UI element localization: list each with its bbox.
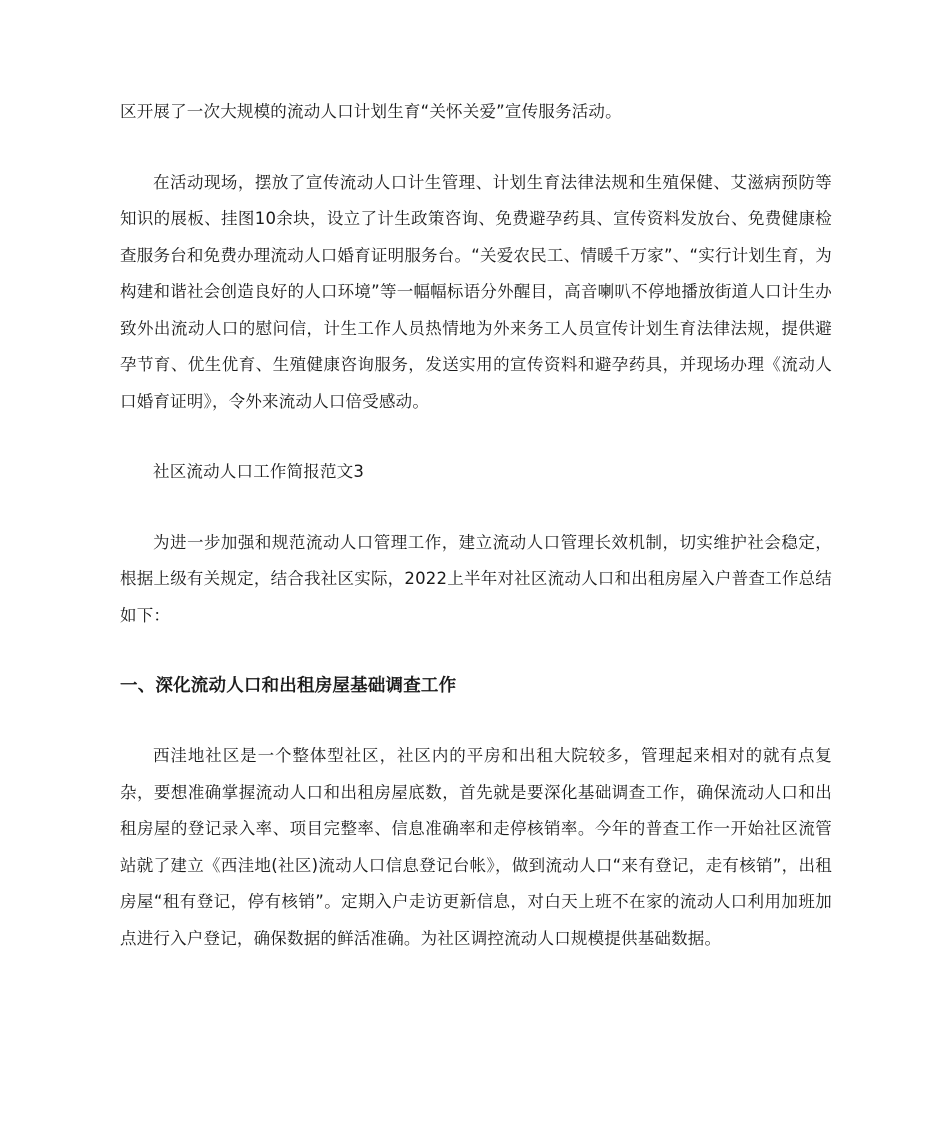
paragraph-activity: 在活动现场，摆放了宣传流动人口计生管理、计划生育法律法规和生殖保健、艾滋病预防等知识的展板、挂图10余块，设立了计生政策咨询、免费避孕药具、宣传资料发放台、免费健康检查服务台和免费办理流动人口婚育证明服务台。“关爱农民工、情暖千万家”、“实行计划生育，为构建和谐社会创造良好的人口环境”等一幅幅标语分外醒目，高音喇叭不停地播放街道人口计生办致外出流动人口的慰问信，计生工作人员热情地为外来务工人员宣传计划生育法律法规，提供避孕节育、优生优育、生殖健康咨询服务，发送实用的宣传资料和避孕药具，并现场办理《流动人口婚育证明》，令外来流动人口倍受感动。 <box>120 172 832 411</box>
document-page <box>120 94 832 957</box>
paragraph-gap <box>120 420 832 454</box>
paragraph-section1: 西洼地社区是一个整体型社区，社区内的平房和出租大院较多，管理起来相对的就有点复杂，要想准确掌握流动人口和出租房屋底数，首先就是要深化基础调查工作，确保流动人口和出租房屋的登记录入率、项目完整率、信息准确率和走停核销率。今年的普查工作一开始社区流管站就了建立《西洼地(社区)流动人口信息登记台帐》，做到流动人口“来有登记，走有核销”，出租房屋“租有登记，停有核销”。定期入户走访更新信息，对白天上班不在家的流动人口利用加班加点进行入户登记，确保数据的鲜活准确。为社区调控流动人口规模提供基础数据。 <box>120 746 832 948</box>
paragraph-gap <box>120 704 832 738</box>
paragraph-gap <box>120 634 832 668</box>
paragraph-gap <box>120 131 832 165</box>
paragraph-gap <box>120 491 832 525</box>
paragraph-summary: 为进一步加强和规范流动人口管理工作，建立流动人口管理长效机制，切实维护社会稳定，根据上级有关规定，结合我社区实际，2022上半年对社区流动人口和出租房屋入户普查工作总结如下： <box>120 532 832 625</box>
section-heading: 一、深化流动人口和出租房屋基础调查工作 <box>120 676 457 696</box>
sample-title: 社区流动人口工作简报范文3 <box>153 462 365 481</box>
paragraph-intro-end: 区开展了一次大规模的流动人口计划生育“关怀关爱”宣传服务活动。 <box>120 102 622 121</box>
